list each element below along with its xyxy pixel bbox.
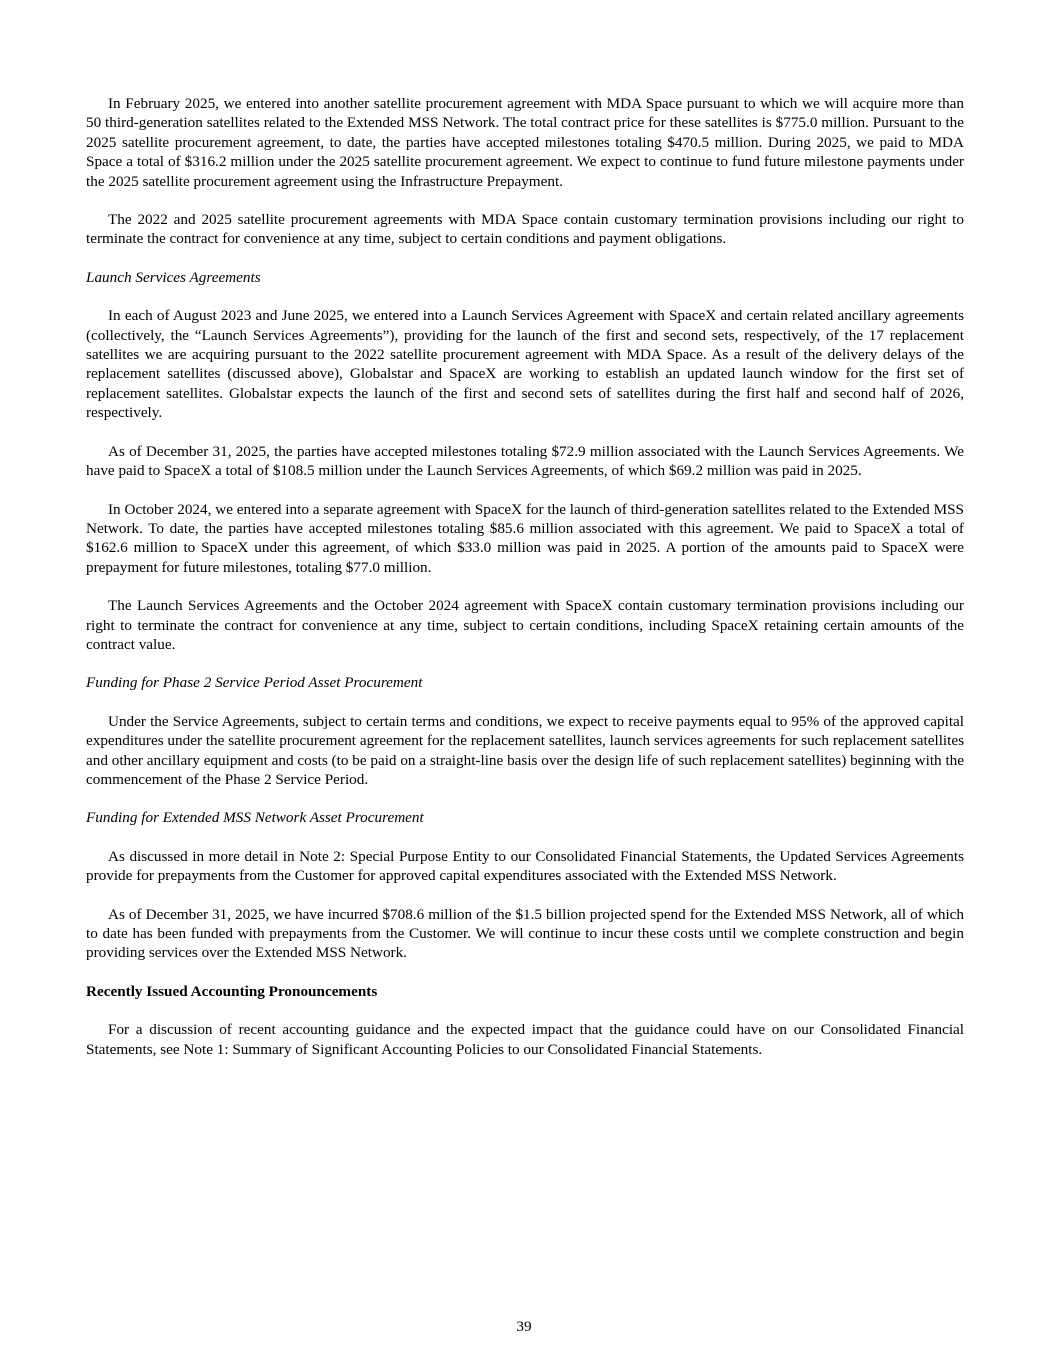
paragraph-october-2024-agreement: In October 2024, we entered into a separate agreement with SpaceX for the launch of third-generation satellites related to the Extended MSS Network. To date, the parties have accepted milestones totaling $85.6 million associated with this agreement. We paid to SpaceX a total of $162.6 million to SpaceX under this agreement, of which $33.0 million was paid in 2025. A portion of the amounts paid to SpaceX were prepayment for future milestones, totaling $77.0 million.	[86, 500, 964, 576]
document-body	[86, 94, 964, 1078]
paragraph-launch-services-agreements: In each of August 2023 and June 2025, we entered into a Launch Services Agreement with SpaceX and certain related ancillary agreements (collectively, the “Launch Services Agreements”), providing for the launch of the first and second sets, respectively, of the 17 replacement satellites we are acquiring pursuant to the 2022 satellite procurement agreement with MDA Space. As a result of the delivery delays of the replacement satellites (discussed above), Globalstar and SpaceX are working to establish an updated launch window for the first set of replacement satellites. Globalstar expects the launch of the first and second sets of satellites during the first half and second half of 2026, respectively.	[86, 307, 964, 422]
section-heading-accounting-pronouncements: Recently Issued Accounting Pronouncements	[86, 982, 378, 1000]
subheading-launch-services: Launch Services Agreements	[86, 268, 261, 286]
paragraph-launch-termination: The Launch Services Agreements and the October 2024 agreement with SpaceX contain customary termination provisions including our right to terminate the contract for convenience at any time, subject to certain conditions, including SpaceX retaining certain amounts of the contract value.	[86, 597, 964, 653]
paragraph-service-agreements-payments: Under the Service Agreements, subject to certain terms and conditions, we expect to receive payments equal to 95% of the approved capital expenditures under the satellite procurement agreement for the replacement satellites, launch services agreements for such replacement satellites and other ancillary equipment and costs (to be paid on a straight-line basis over the design life of such replacement satellites) beginning with the commencement of the Phase 2 Service Period.	[86, 712, 964, 788]
paragraph-accounting-guidance: For a discussion of recent accounting guidance and the expected impact that the guidance could have on our Consolidated Financial Statements, see Note 1: Summary of Significant Accounting Policies to our Consolidated Financial Statements.	[86, 1021, 964, 1058]
paragraph-mda-2025-agreement: In February 2025, we entered into another satellite procurement agreement with MDA Space pursuant to which we will acquire more than 50 third-generation satellites related to the Extended MSS Network. The total contract price for these satellites is $775.0 million. Pursuant to the 2025 satellite procurement agreement, to date, the parties have accepted milestones totaling $470.5 million. During 2025, we paid to MDA Space a total of $316.2 million under the 2025 satellite procurement agreement. We expect to continue to fund future milestone payments under the 2025 satellite procurement agreement using the Infrastructure Prepayment.	[86, 95, 964, 190]
subheading-extended-mss-funding: Funding for Extended MSS Network Asset Procurement	[86, 809, 424, 827]
subheading-phase-2-funding: Funding for Phase 2 Service Period Asset Procurement	[86, 674, 423, 692]
paragraph-mda-termination: The 2022 and 2025 satellite procurement agreements with MDA Space contain customary termination provisions including our right to terminate the contract for convenience at any time, subject to certain conditions and payment obligations.	[86, 211, 964, 248]
page-number: 39	[516, 1318, 532, 1335]
paragraph-launch-milestones: As of December 31, 2025, the parties have accepted milestones totaling $72.9 million associated with the Launch Services Agreements. We have paid to SpaceX a total of $108.5 million under the Launch Services Agreements, of which $69.2 million was paid in 2025.	[86, 442, 964, 480]
paragraph-updated-services-agreements: As discussed in more detail in Note 2: Special Purpose Entity to our Consolidated Financial Statements, the Updated Services Agreements provide for prepayments from the Customer for approved capital expenditures associated with the Extended MSS Network.	[86, 847, 964, 885]
paragraph-extended-mss-spend: As of December 31, 2025, we have incurred $708.6 million of the $1.5 billion projected spend for the Extended MSS Network, all of which to date has been funded with prepayments from the Customer. We will continue to incur these costs until we complete construction and begin providing services over the Extended MSS Network.	[86, 905, 964, 962]
